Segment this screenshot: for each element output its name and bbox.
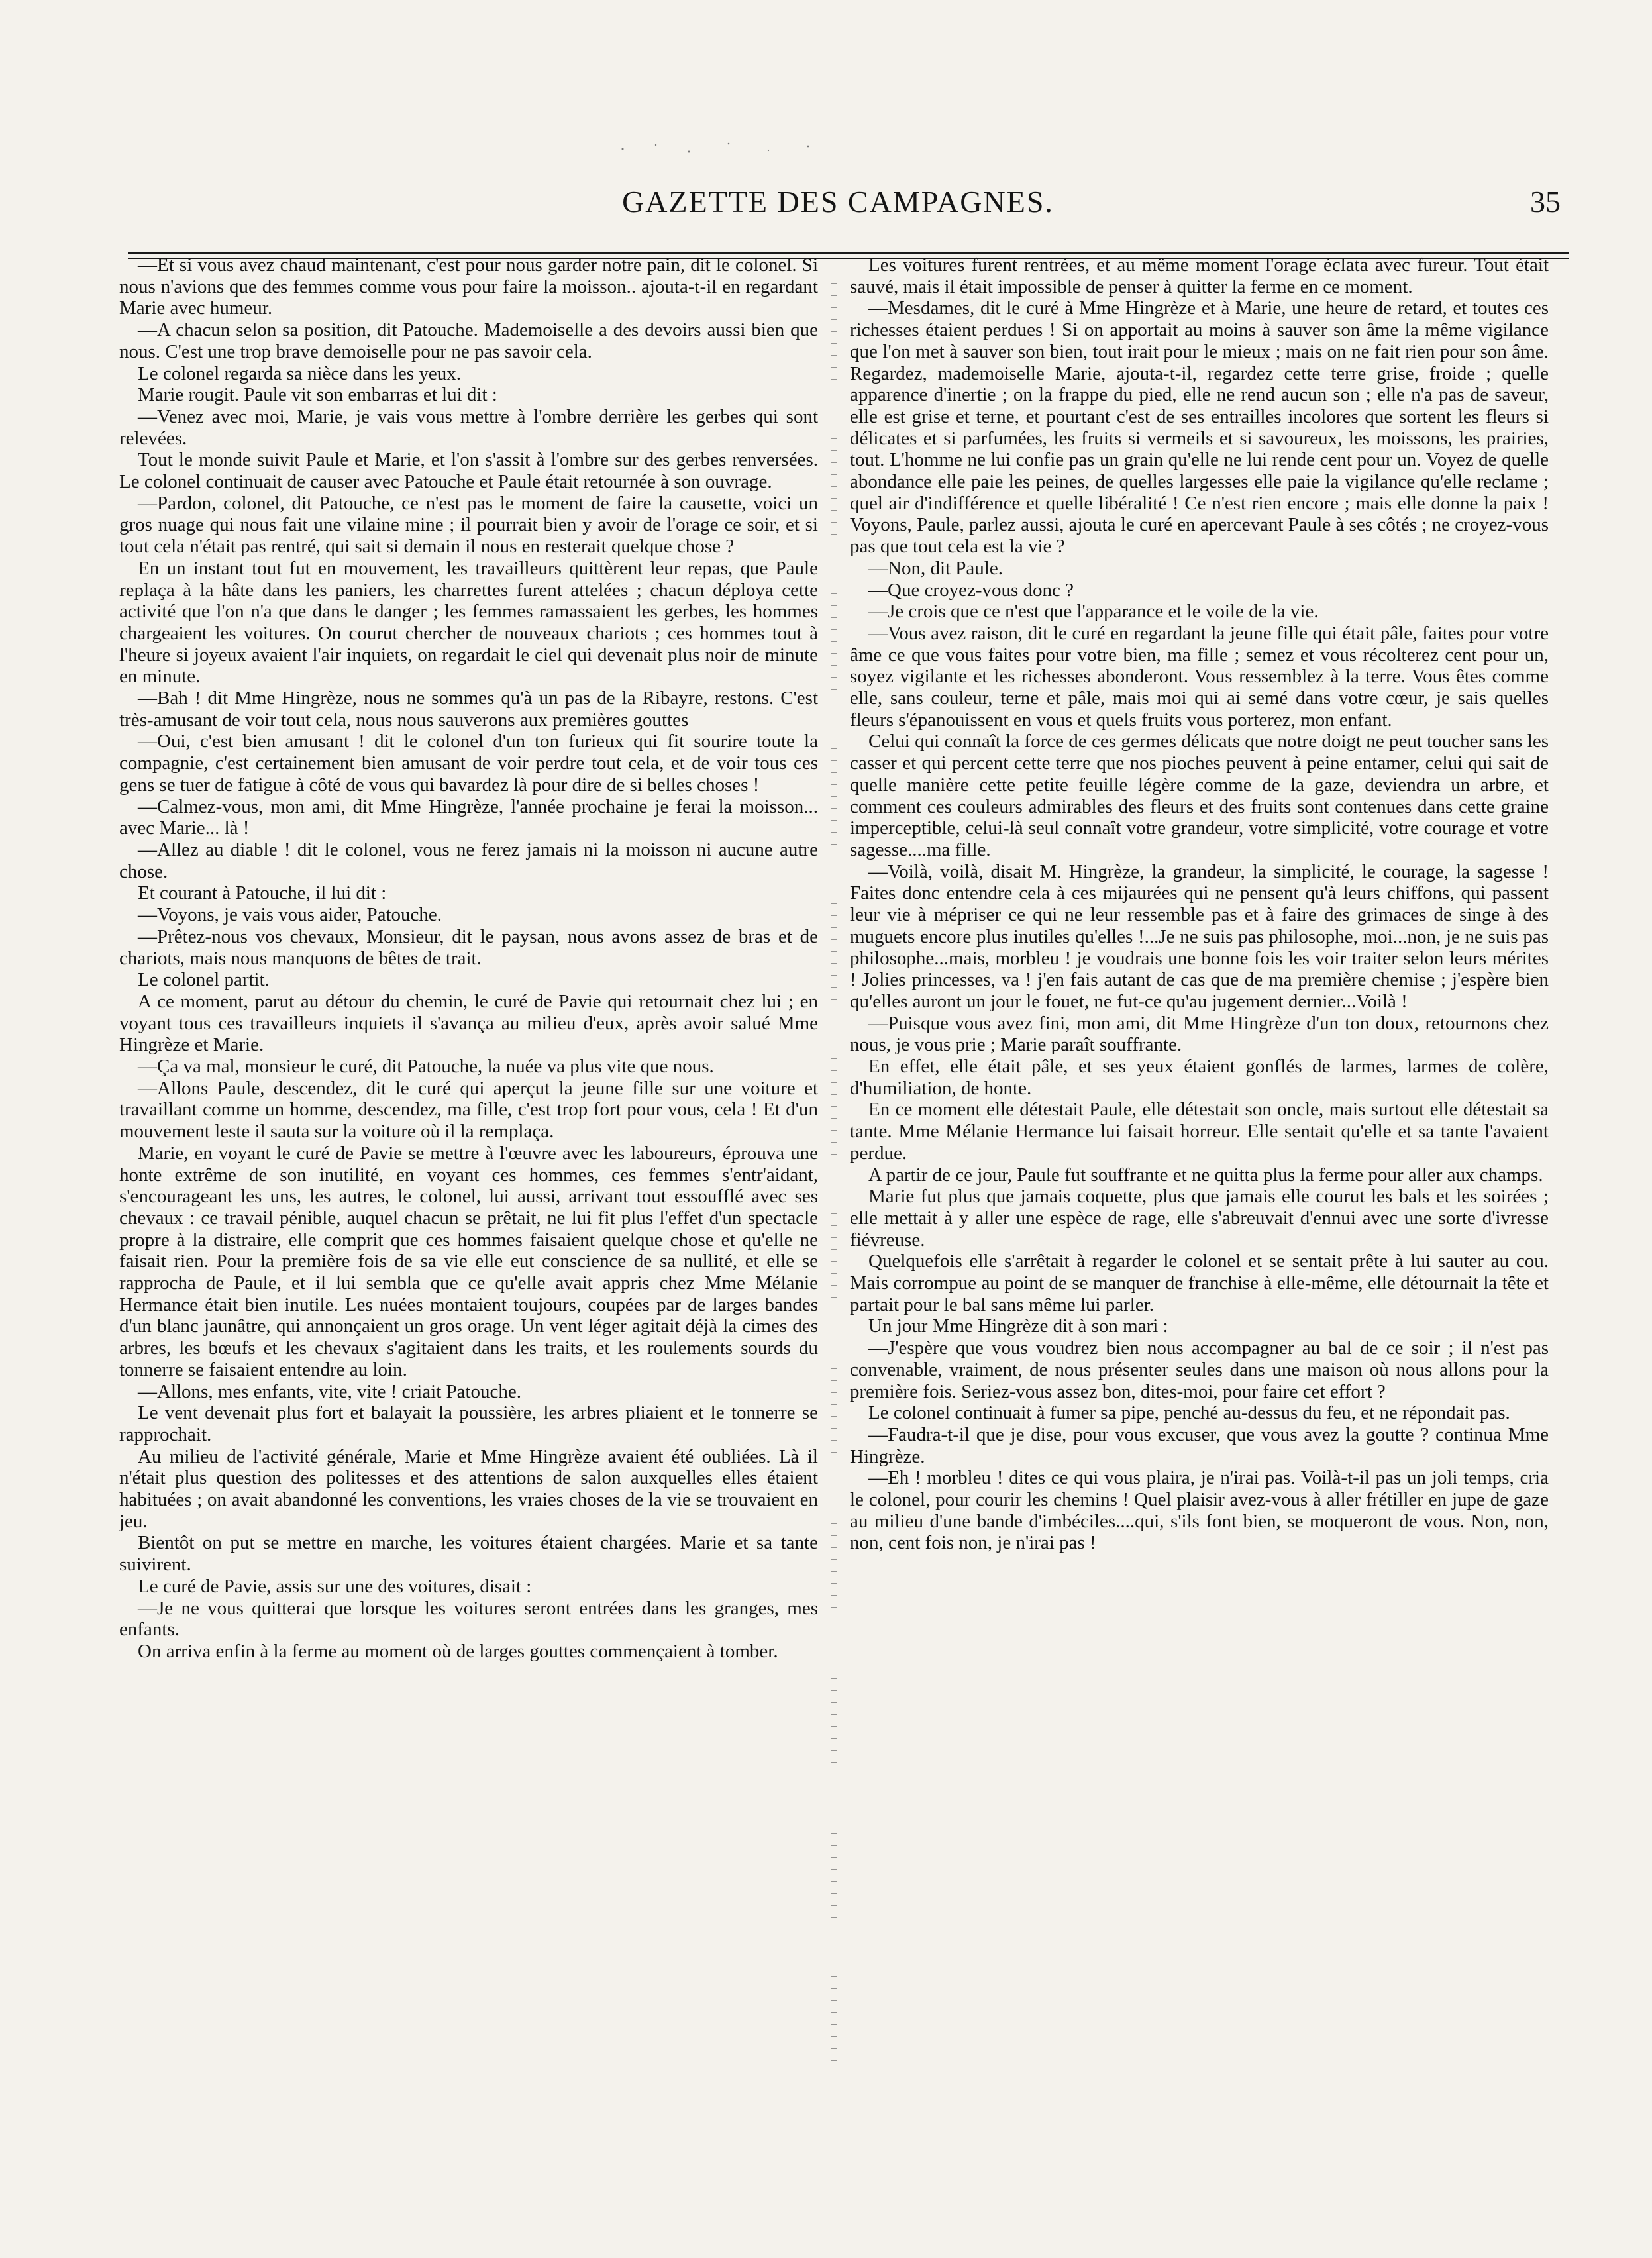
page-header (106, 179, 1570, 225)
paragraph: Un jour Mme Hingrèze dit à son mari : (868, 1315, 1168, 1337)
paragraph: Bientôt on put se mettre en marche, les voitures étaient chargées. Marie et sa tante suivirent. (119, 1532, 818, 1576)
paragraph: Le curé de Pavie, assis sur une des voitures, disait : (138, 1575, 532, 1597)
publication-title: GAZETTE DES CAMPAGNES. (622, 185, 1054, 219)
paragraph: —Je crois que ce n'est que l'apparance et le voile de la vie. (868, 601, 1319, 623)
paragraph: —Pardon, colonel, dit Patouche, ce n'est pas le moment de faire la causette, voici un gros nuage qui nous fait une vilaine mine ; il pourrait bien y avoir de l'orage ce soir, et si tout cela n'était pas rentré, qui sait si demain il nous en resterait quelque chose ? (119, 492, 818, 558)
left-column (119, 254, 818, 1663)
paragraph: —Allons, mes enfants, vite, vite ! criait Patouche. (138, 1380, 522, 1402)
paragraph: —Voilà, voilà, disait M. Hingrèze, la grandeur, la simplicité, le courage, la sagesse ! Faites donc entendre cela à ces mijaurées qui ne pensent qu'à leurs chiffons, qui passent leur vie à mépriser ce qui ne leur ressemble pas et à faire des grimaces de singe à des muguets encore plus inutiles qu'elles !...Je ne suis pas philosophe, moi...non, je ne suis pas philosophe...mais, morbleu ! je voudrais une bonne fois les voir traiter selon leurs mérites ! Jolies princesses, va ! j'en fais autant de cas que de ma première chemise ; j'espère bien qu'elles auront un jour le fouet, ne fut-ce qu'au jugement dernier...Voilà ! (850, 860, 1549, 1012)
paragraph: —A chacun selon sa position, dit Patouche. Mademoiselle a des devoirs aussi bien que nous. C'est une trop brave demoiselle pour ne pas savoir cela. (119, 319, 818, 362)
paragraph: —Eh ! morbleu ! dites ce qui vous plaira, je n'irai pas. Voilà-t-il pas un joli temps, cria le colonel, pour courir les chemins ! Quel plaisir avez-vous à aller frétiller en jupe de gaze au milieu d'une bande d'imbéciles....qui, s'ils font bien, se moqueront de vous. Non, non, non, cent fois non, je n'irai pas ! (850, 1467, 1549, 1554)
paragraph: —Puisque vous avez fini, mon ami, dit Mme Hingrèze d'un ton doux, retournons chez nous, je vous prie ; Marie paraît souffrante. (850, 1012, 1549, 1056)
paragraph: Le colonel partit. (138, 969, 270, 991)
paragraph: Marie rougit. Paule vit son embarras et lui dit : (138, 384, 497, 406)
paragraph: —Calmez-vous, mon ami, dit Mme Hingrèze, l'année prochaine je ferai la moisson... avec Marie... là ! (119, 795, 818, 839)
paragraph: —Bah ! dit Mme Hingrèze, nous ne sommes qu'à un pas de la Ribayre, restons. C'est très-amusant de voir tout cela, nous nous sauverons aux premières gouttes (119, 688, 818, 731)
paragraph: Le vent devenait plus fort et balayait la poussière, les arbres pliaient et le tonnerre se rapprochait. (119, 1402, 818, 1445)
paragraph: —Vous avez raison, dit le curé en regardant la jeune fille qui était pâle, faites pour votre âme ce que vous faites pour votre bien, ma fille ; semez et vous récolterez cent pour un, soyez vigilante et les richesses abonderont. Vous ressemblez à la terre. Vous êtes comme elle, sans couleur, terne et pâle, mais moi qui ai semé dans votre cœur, je sais quelles fleurs s'épanouissent en vous et quels fruits vous porterez, mon enfant. (850, 622, 1549, 731)
paragraph: —Non, dit Paule. (868, 557, 1003, 579)
paragraph: A partir de ce jour, Paule fut souffrante et ne quitta plus la ferme pour aller aux champs. (868, 1164, 1543, 1186)
paragraph: Marie, en voyant le curé de Pavie se mettre à l'œuvre avec les laboureurs, éprouva une honte extrême de son inutilité, en voyant ces hommes, ces femmes s'entr'aidant, s'encourageant les uns, les autres, le colonel, lui aussi, arrivant tout essoufflé avec ses chevaux : ce travail pénible, auquel chacun se prêtait, ne lui fit plus l'effet d'un spectacle propre à la distraire, elle comprit que ces hommes faisaient quelque chose et qu'elle ne faisait rien. Pour la première fois de sa vie elle eut conscience de sa nullité, et elle se rapprocha de Paule, et il lui sembla que ce qu'elle avait appris chez Mme Mélanie Hermance était bien inutile. Les nuées montaient toujours, coupées par de larges bandes d'un blanc jaunâtre, qui annonçaient un gros orage. Un vent léger agitait déjà la cimes des arbres, les bœufs et les chevaux s'agitaient dans les traits, et les roulements sourds du tonnerre se faisaient entendre au loin. (119, 1142, 818, 1380)
paragraph: En effet, elle était pâle, et ses yeux étaient gonflés de larmes, larmes de colère, d'humiliation, de honte. (850, 1056, 1549, 1099)
paragraph: —Ça va mal, monsieur le curé, dit Patouche, la nuée va plus vite que nous. (138, 1056, 714, 1078)
paragraph: Et courant à Patouche, il lui dit : (138, 882, 387, 904)
paragraph: Quelquefois elle s'arrêtait à regarder le colonel et se sentait prête à lui sauter au cou. Mais corrompue au point de se manquer de franchise à elle-même, elle détournait la tête et partait pour le bal sans même lui parler. (850, 1251, 1549, 1315)
paragraph: En un instant tout fut en mouvement, les travailleurs quittèrent leur repas, que Paule replaça à la hâte dans les paniers, les charrettes furent attelées ; chacun déploya cette activité que l'on n'a que dans le danger ; les femmes ramassaient les gerbes, les hommes chargeaient les voitures. On courut chercher de nouveaux chariots ; ces hommes tout à l'heure si joyeux avaient l'air inquiets, on regardait le ciel qui devenait plus noir de minute en minute. (119, 557, 818, 688)
paragraph: —Et si vous avez chaud maintenant, c'est pour nous garder notre pain, dit le colonel. Si nous n'avions que des femmes comme vous pour faire la moisson.. ajouta-t-il en regardant Marie avec humeur. (119, 254, 818, 319)
paragraph: A ce moment, parut au détour du chemin, le curé de Pavie qui retournait chez lui ; en voyant tous ces travailleurs inquiets il s'avança au milieu d'eux, après avoir salué Mme Hingrèze et Marie. (119, 990, 818, 1056)
paragraph: —Que croyez-vous donc ? (868, 579, 1074, 601)
paragraph: Les voitures furent rentrées, et au même moment l'orage éclata avec fureur. Tout était sauvé, mais il était impossible de penser à quitter la ferme en ce moment. (850, 254, 1549, 297)
column-divider (831, 265, 837, 2067)
paragraph: Au milieu de l'activité générale, Marie et Mme Hingrèze avaient été oubliées. Là il n'était plus question des politesses et des attentions de salon auxquelles elles étaient habituées ; on avait abandonné les conventions, les vraies choses de la vie se trouvaient en jeu. (119, 1445, 818, 1532)
paragraph: —Prêtez-nous vos chevaux, Monsieur, dit le paysan, nous avons assez de bras et de chariots, mais nous manquons de bêtes de trait. (119, 925, 818, 969)
paragraph: Celui qui connaît la force de ces germes délicats que notre doigt ne peut toucher sans les casser et qui percent cette terre que nos pioches peuvent à peine entamer, celui qui sait de quelle manière cette petite feuille légère comme de la gaze, deviendra un arbre, et comment ces couleurs admirables des fleurs et des fruits sont contenues dans cette graine imperceptible, celui-là seul connaît votre grandeur, votre simplicité, votre courage et votre sagesse....ma fille. (850, 731, 1549, 860)
paragraph: —J'espère que vous voudrez bien nous accompagner au bal de ce soir ; il n'est pas convenable, vraiment, de nous présenter seules dans une maison où nous allons pour la première fois. Seriez-vous assez bon, dites-moi, pour faire cet effort ? (850, 1337, 1549, 1402)
paragraph: —Je ne vous quitterai que lorsque les voitures seront entrées dans les granges, mes enfants. (119, 1597, 818, 1641)
paragraph: —Allons Paule, descendez, dit le curé qui aperçut la jeune fille sur une voiture et travaillant comme un homme, descendez, ma fille, c'est trop fort pour vous, cela ! Et d'un mouvement leste il sauta sur la voiture où il la remplaça. (119, 1077, 818, 1143)
paragraph: —Voyons, je vais vous aider, Patouche. (138, 904, 442, 926)
print-specks (596, 136, 927, 162)
paragraph: Tout le monde suivit Paule et Marie, et l'on s'assit à l'ombre sur des gerbes renversées. Le colonel continuait de causer avec Patouche et Paule était retournée à son ouvrage. (119, 449, 818, 493)
paragraph: —Mesdames, dit le curé à Mme Hingrèze et à Marie, une heure de retard, et toutes ces richesses étaient perdues ! Si on apportait au moins à sauver son âme la même vigilance que l'on met à sauver son bien, tout irait pour le mieux ; mais on ne fait rien pour son âme. Regardez, mademoiselle Marie, ajouta-t-il, regardez cette terre grise, froide ; quelle apparence d'inertie ; on la frappe du pied, elle ne rend aucun son ; elle n'a pas de saveur, elle est grise et terne, et pourtant c'est de ses entrailles incolores que sortent les fleurs si délicates et si parfumées, les fruits si vermeils et si savoureux, les moissons, les prairies, tout. L'homme ne lui confie pas un grain qu'elle ne lui rende cent pour un. Voyez de quelle abondance elle paie les peines, de quelles largesses elle paie la vigilance qu'elle reclame ; quel air d'indifférence et quelle libéralité ! Ce n'est rien encore ; mais elle donne la paix ! Voyons, Paule, parlez aussi, ajouta le curé en apercevant Paule à ses côtés ; ne croyez-vous pas que tout cela est la vie ? (850, 297, 1549, 558)
paragraph: —Oui, c'est bien amusant ! dit le colonel d'un ton furieux qui fit sourire toute la compagnie, c'est certainement bien amusant de voir perdre tout cela, et de voir tous ces gens se tuer de fatigue à côté de vous qui bavardez là pour dire de si belles choses ! (119, 731, 818, 795)
paragraph: En ce moment elle détestait Paule, elle détestait son oncle, mais surtout elle détestait sa tante. Mme Mélanie Hermance lui faisait horreur. Elle sentait qu'elle et sa tante l'avaient perdue. (850, 1099, 1549, 1164)
right-column (850, 254, 1549, 1554)
paragraph: Le colonel continuait à fumer sa pipe, penché au-dessus du feu, et ne répondait pas. (868, 1402, 1510, 1424)
paragraph: —Venez avec moi, Marie, je vais vous mettre à l'ombre derrière les gerbes qui sont relevées. (119, 405, 818, 449)
paragraph: —Allez au diable ! dit le colonel, vous ne ferez jamais ni la moisson ni aucune autre chose. (119, 839, 818, 882)
paragraph: Le colonel regarda sa nièce dans les yeux. (138, 362, 461, 384)
paragraph: On arriva enfin à la ferme au moment où de larges gouttes commençaient à tomber. (138, 1641, 778, 1662)
paragraph: Marie fut plus que jamais coquette, plus que jamais elle courut les bals et les soirées ; elle mettait à y aller une espèce de rage, elle s'abreuvait d'ennui avec une sorte d'ivresse fiévreuse. (850, 1186, 1549, 1251)
page-number: 35 (1530, 185, 1561, 219)
paragraph: —Faudra-t-il que je dise, pour vous excuser, que vous avez la goutte ? continua Mme Hingrèze. (850, 1423, 1549, 1467)
